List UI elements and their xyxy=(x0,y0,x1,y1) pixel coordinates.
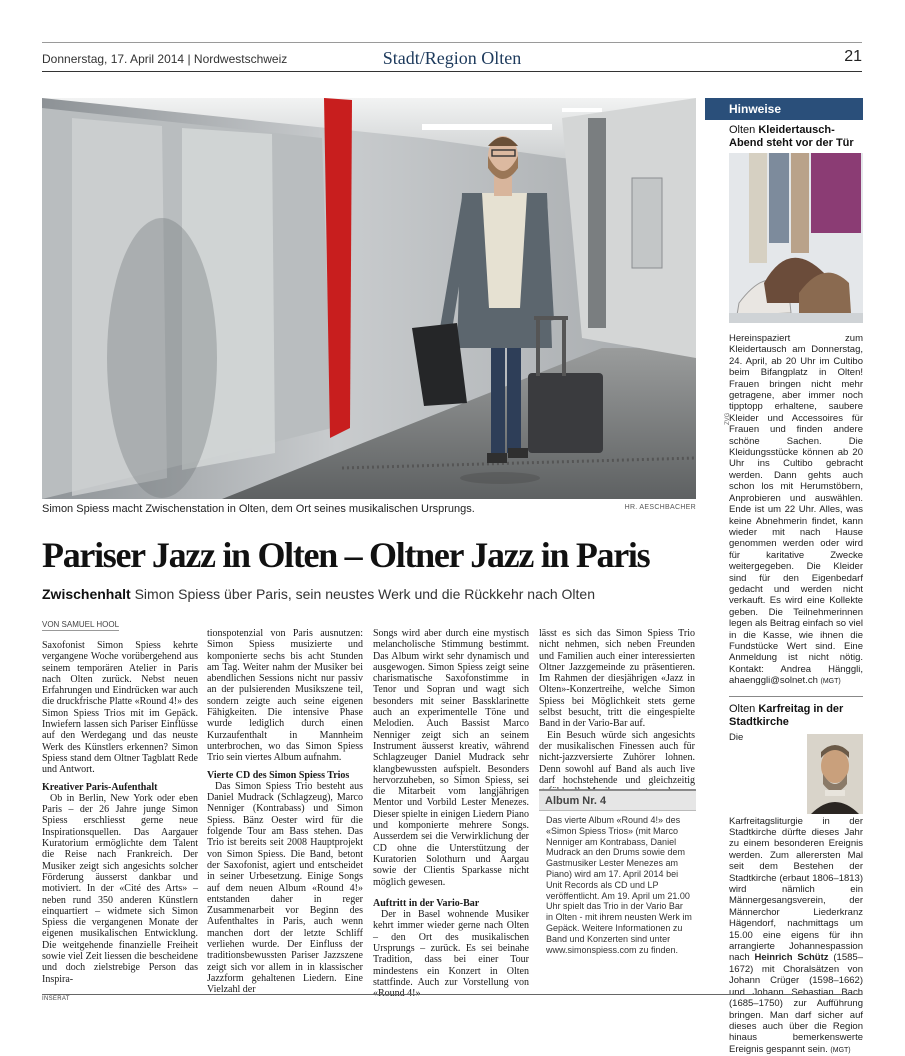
shoes-photo-image xyxy=(729,153,863,323)
masthead xyxy=(42,42,862,72)
item-place: Olten xyxy=(729,702,756,715)
section-title: Stadt/Region Olten xyxy=(382,48,522,68)
item-signature: (MGT) xyxy=(830,1046,851,1054)
portrait-illustration xyxy=(807,734,863,814)
article-lead: Saxofonist Simon Spiess kehrte vergangene Woche vorübergehend aus seinem temporären Atelier in Paris nach Olten zurück. Nebst neuen Erfahrungen und Eindrücken war auch die druckfrische Platte «Round 4!» des Simon Spiess Trios mit im Gepäck. Inwiefern lassen sich Pariser Einflüsse auf den Werdegang und das neuste Werk des Künstlers erkennen? Simon Spiess stand dem Oltner Tagblatt Rede und Antwort. xyxy=(42,640,198,776)
item-place: Olten xyxy=(729,124,756,136)
main-photo-image xyxy=(42,98,696,499)
article-column-3 xyxy=(373,628,529,1000)
caption-text: Simon Spiess macht Zwischenstation in Olten, dem Ort seines musikalischen Ursprungs. xyxy=(42,503,475,515)
masthead-date: Donnerstag, 17. April 2014 | Nordwestschweiz xyxy=(42,52,288,66)
paragraph: Der in Basel wohnende Musiker kehrt immer wieder gerne nach Olten – den Ort des musikalischen Ursprungs – zurück. Es sei beinahe Tradition, dass bei einer Tour mindestens ein Konzert in Olten stattfinde. Auch zur Vorstellung von «Round 4!» xyxy=(373,909,529,1000)
sidebar-item-1-text: Hereinspaziert zum Kleidertausch am Donnerstag, 24. April, ab 20 Uhr im Cultibo beim Bifangplatz in Olten! Frauen bringen nicht mehr getragene, aber immer noch tipptopp erhaltene, saubere Kleider und Accessoires für Frauen und finden andere schöne Sachen. Die Kleidungsstücke können ab 20 Uhr ins Cultibo gebracht werden. Dann gehts auch schon los mit Herumstöbern, Anprobieren und auswählen. Ende ist um 22 Uhr. Alles, was keine Abnehmerin findet, kann wieder mit nach Hause genommen werden oder wird für karitative Zwecke weitergegeben. Die Kleider sind für den Eigenbedarf gedacht und werden nicht verkauft. Es wird eine Kollekte geben. Die Teilnehmerinnen legen als Beitrag einfach so viel in die Kasse, wie ihnen die Fundstücke Wert sind. Eine Anmeldung ist nicht nötig. Kontakt: Andrea Hänggli, ahaenggli@solnet.ch (MGT) xyxy=(729,333,863,687)
edition-name: Nordwestschweiz xyxy=(193,52,288,66)
article-headline: Pariser Jazz in Olten – Oltner Jazz in Paris xyxy=(42,535,650,575)
footer-inserat-label: INSERAT xyxy=(42,994,862,1002)
schuetz-portrait-image xyxy=(807,734,863,814)
sidebar-item-2-heading xyxy=(705,703,863,729)
shoes-illustration xyxy=(729,153,863,323)
subheading: Kreativer Paris-Aufenthalt xyxy=(42,781,158,793)
sidebar-hinweise xyxy=(705,98,863,1055)
album-box-title: Album Nr. 4 xyxy=(539,791,696,811)
composer-name: Heinrich Schütz xyxy=(754,952,829,964)
article-kicker: Zwischenhalt xyxy=(42,586,131,602)
article-column-4 xyxy=(539,628,695,786)
subhead-text: Simon Spiess über Paris, sein neustes Werk und die Rückkehr nach Olten xyxy=(134,586,595,602)
item-title: Kleidertausch-Abend steht vor der Tür xyxy=(729,124,854,149)
paragraph: Songs wird aber durch eine mystisch melancholische Stimmung bestimmt. Das Album wirkt sehr dynamisch und ausgewogen. Simon Spiess zeigt seine charismatische Saxofonstimme in Tenor und Sopran und wagt sich besonders mit seiner Bassklarinette auch an experimentelle Töne und Melodien. Auch Bassist Marco Nenniger zeigt sich an seinem Instrument äusserst kreativ, während Schlagzeuger Daniel Mudrack sehr klangbewussten aufspielt. Besonders hervorzuheben, so Simon Spiess, sei die Mitarbeit vom langjährigen Mentor und Vorbild Lester Menezes. Dieser spielte in einigen Liedern Piano und komponierte mehrere Songs. Ausserdem sei die Verwirklichung der CD ohne die Unterstützung der Kuratorien Solothurn und Aargau sowie der Clientis Sparkasse nicht möglich gewesen. xyxy=(373,628,529,888)
paragraph: Ob in Berlin, New York oder eben Paris – der 26 Jahre junge Simon Spiess erschliesst gerne neue Inspirationsquellen. Das Aargauer Kuratorium ermöglichte dem Talent die Reise nach Frankreich. Der Musiker zeigt sich angesichts solcher Förderung äusserst dankbar und motiviert. In der «Cité des Arts» – neben rund 350 anderen Künstlern einquartiert – widmete sich Simon Spiess die vergangenen Monate der eigenen musikalischen Entwicklung. Die weitgehende finanzielle Freiheit sowie viel Zeit liessen die bescheidene und doch zielstrebige Person das Inspira- xyxy=(42,792,198,985)
sidebar-divider xyxy=(729,696,863,697)
sidebar-photo-credit: ZVG xyxy=(725,412,731,425)
suitcase xyxy=(528,373,603,453)
corridor-illustration xyxy=(42,98,696,499)
paragraph: Das Simon Spiess Trio besteht aus Daniel Mudrack (Schlagzeug), Marco Nenniger (Kontrabass) und Simon Spiess. Bänz Oester wird für die folgende Tour am Bass stehen. Das Trio ist bereits seit 2008 Hauptprojekt von Simon Spiess. Die Band, betont der Saxofonist, agiert und entscheidet in seiner Urbesetzung. Einige Songs auf dem neuen Album «Round 4!» entstanden daher in reger Zusammenarbeit vor Beginn des Aufenthaltes in Paris, auch wenn manchen dort der letzte Schliff verliehen wurde. Der Einfluss der traditionsbewussten Pariser Jazzszene zeigt sich vor allem in in klassischer Jazzform gehaltenen Liedern. Eine Vielzahl der xyxy=(207,780,363,996)
photo-credit: HR. AESCHBACHER xyxy=(624,504,696,511)
item-title: Karfreitag in der Stadtkirche xyxy=(729,702,844,728)
article-column-1 xyxy=(42,640,198,985)
page-number: 21 xyxy=(844,48,862,65)
paragraph: Ein Besuch würde sich angesichts der musikalischen Finessen auch für nicht-jazzversierte Zuhörer lohnen. Denn sowohl auf Band als auch live darf hochstehende und gleichzeitig xyxy=(539,729,695,786)
sidebar-item-1-heading xyxy=(705,124,863,150)
paragraph: lässt es sich das Simon Spiess Trio nicht nehmen, sich neben Freunden und Familien auch einer interessierten Oltner Jazzgemeinde zu präsentieren. Im Rahmen der diesjährigen «Jazz in Olten»-Konzertreihe, welche Simon Spiess bei Möglichkeit stets gerne selbst besucht, tritt die eingespielte Band in der Vario-Bar auf. xyxy=(539,628,695,730)
article-subhead xyxy=(42,586,696,602)
article-column-2 xyxy=(207,628,363,996)
sidebar-header: Hinweise xyxy=(705,98,863,120)
sidebar-item-2-text: Die Karfreitagsliturgie in der Stadtkirche dürfte dieses Jahr zu einem besonderen Ereignis werden. Zum allerersten Mal seit dem Bestehen der Stadtkirche (erbaut 1806–1813) wird nämlich ein Männergesangsverein, der Männerchor Liederkranz Hägendorf, nachmittags um 15.00 eine eigens für ihn arrangierte Johannespassion nach Heinrich Schütz (1585–1672) mit Choralsätzen von Johann Crüger (1598–1662) und Johann Sebastian Bach (1685–1750) zur Aufführung bringen. Man darf sicher auf dieses auch über die Region hinaus bemerkenswerte Ereignis gespannt sein. (MGT) xyxy=(729,731,863,1055)
paragraph: tionspotenzial von Paris ausnutzen: Simon Spiess musizierte und komponierte sechs bis acht Stunden am Tag. Weiter nahm der Musiker bei abendlichen Sessions nicht nur passiv an der pulsierenden Musikszene teil, sondern zeigte auch seine eigenen Fähigkeiten. Die intensive Phase wurde lediglich durch einen Kurzaufenthalt in Mannheim unterbrochen, wo das Simon Spiess Trio sein viertes Album aufnahm. xyxy=(207,628,363,764)
album-info-box xyxy=(539,789,696,956)
issue-date: Donnerstag, 17. April 2014 xyxy=(42,52,185,66)
subheading: Auftritt in der Vario-Bar xyxy=(373,897,480,909)
photo-caption xyxy=(42,503,696,515)
item-signature: (MGT) xyxy=(820,678,841,686)
album-box-text: Das vierte Album «Round 4!» des «Simon Spiess Trios» (mit Marco Nenniger am Kontrabass, Daniel Mudrack an den Drums sowie dem Gastmusiker Lester Menezes am Piano) wird am 17. April 2014 bei Unit Records als CD und LP veröffentlicht. Am 19. April um 21.00 Uhr spielt das Trio in der Vario Bar in Olten - mit ihrem neusten Werk im Gepäck. Weitere Informationen zu Band und Konzerten sind unter www.simonspiess.com zu finden. xyxy=(546,815,692,955)
byline: VON SAMUEL HOOL xyxy=(42,620,120,629)
subheading: Vierte CD des Simon Spiess Trios xyxy=(207,769,350,781)
